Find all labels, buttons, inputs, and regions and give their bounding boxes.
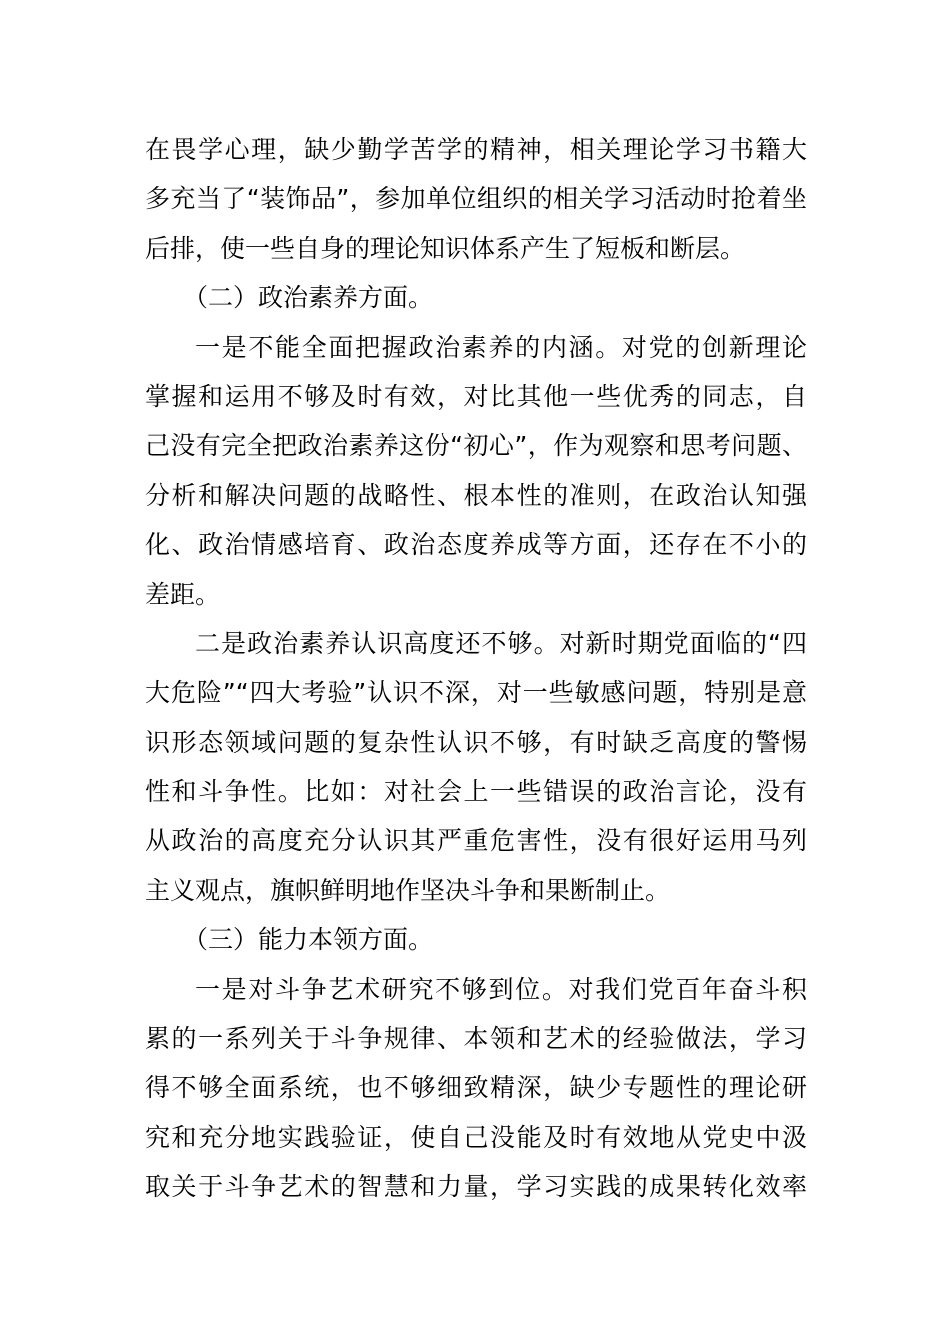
text-line: （二）政治素养方面。 xyxy=(183,283,434,313)
text-line: 主义观点，旗帜鲜明地作坚决斗争和果断制止。 xyxy=(145,875,671,905)
text-line: 得不够全面系统，也不够细致精深，缺少专题性的理论研 xyxy=(145,1073,807,1103)
text-line: 后排，使一些自身的理论知识体系产生了短板和断层。 xyxy=(145,233,746,263)
text-line: 取关于斗争艺术的智慧和力量，学习实践的成果转化效率 xyxy=(145,1172,807,1202)
text-line: 一是不能全面把握政治素养的内涵。对党的创新理论 xyxy=(195,332,807,362)
text-line: （三）能力本领方面。 xyxy=(183,925,434,955)
text-line: 掌握和运用不够及时有效，对比其他一些优秀的同志，自 xyxy=(145,381,807,411)
text-line: 差距。 xyxy=(145,579,221,609)
text-line: 一是对斗争艺术研究不够到位。对我们党百年奋斗积 xyxy=(195,974,807,1004)
text-line: 识形态领域问题的复杂性认识不够，有时缺乏高度的警惕 xyxy=(145,727,807,757)
text-line: 己没有完全把政治素养这份“初心”，作为观察和思考问题、 xyxy=(145,431,807,461)
text-line: 从政治的高度充分认识其严重危害性，没有很好运用马列 xyxy=(145,826,807,856)
document-body xyxy=(145,125,807,1212)
text-line: 二是政治素养认识高度还不够。对新时期党面临的“四 xyxy=(195,628,807,658)
text-line: 化、政治情感培育、政治态度养成等方面，还存在不小的 xyxy=(145,530,807,560)
text-line: 性和斗争性。比如：对社会上一些错误的政治言论，没有 xyxy=(145,777,807,807)
text-line: 究和充分地实践验证，使自己没能及时有效地从党史中汲 xyxy=(145,1122,807,1152)
text-line: 累的一系列关于斗争规律、本领和艺术的经验做法，学习 xyxy=(145,1024,807,1054)
text-line: 在畏学心理，缺少勤学苦学的精神，相关理论学习书籍大 xyxy=(145,135,807,164)
text-line: 分析和解决问题的战略性、根本性的准则，在政治认知强 xyxy=(145,480,807,510)
text-line: 大危险”“四大考验”认识不深，对一些敏感问题，特别是意 xyxy=(145,678,807,708)
text-line: 多充当了“装饰品”，参加单位组织的相关学习活动时抢着坐 xyxy=(145,184,807,214)
